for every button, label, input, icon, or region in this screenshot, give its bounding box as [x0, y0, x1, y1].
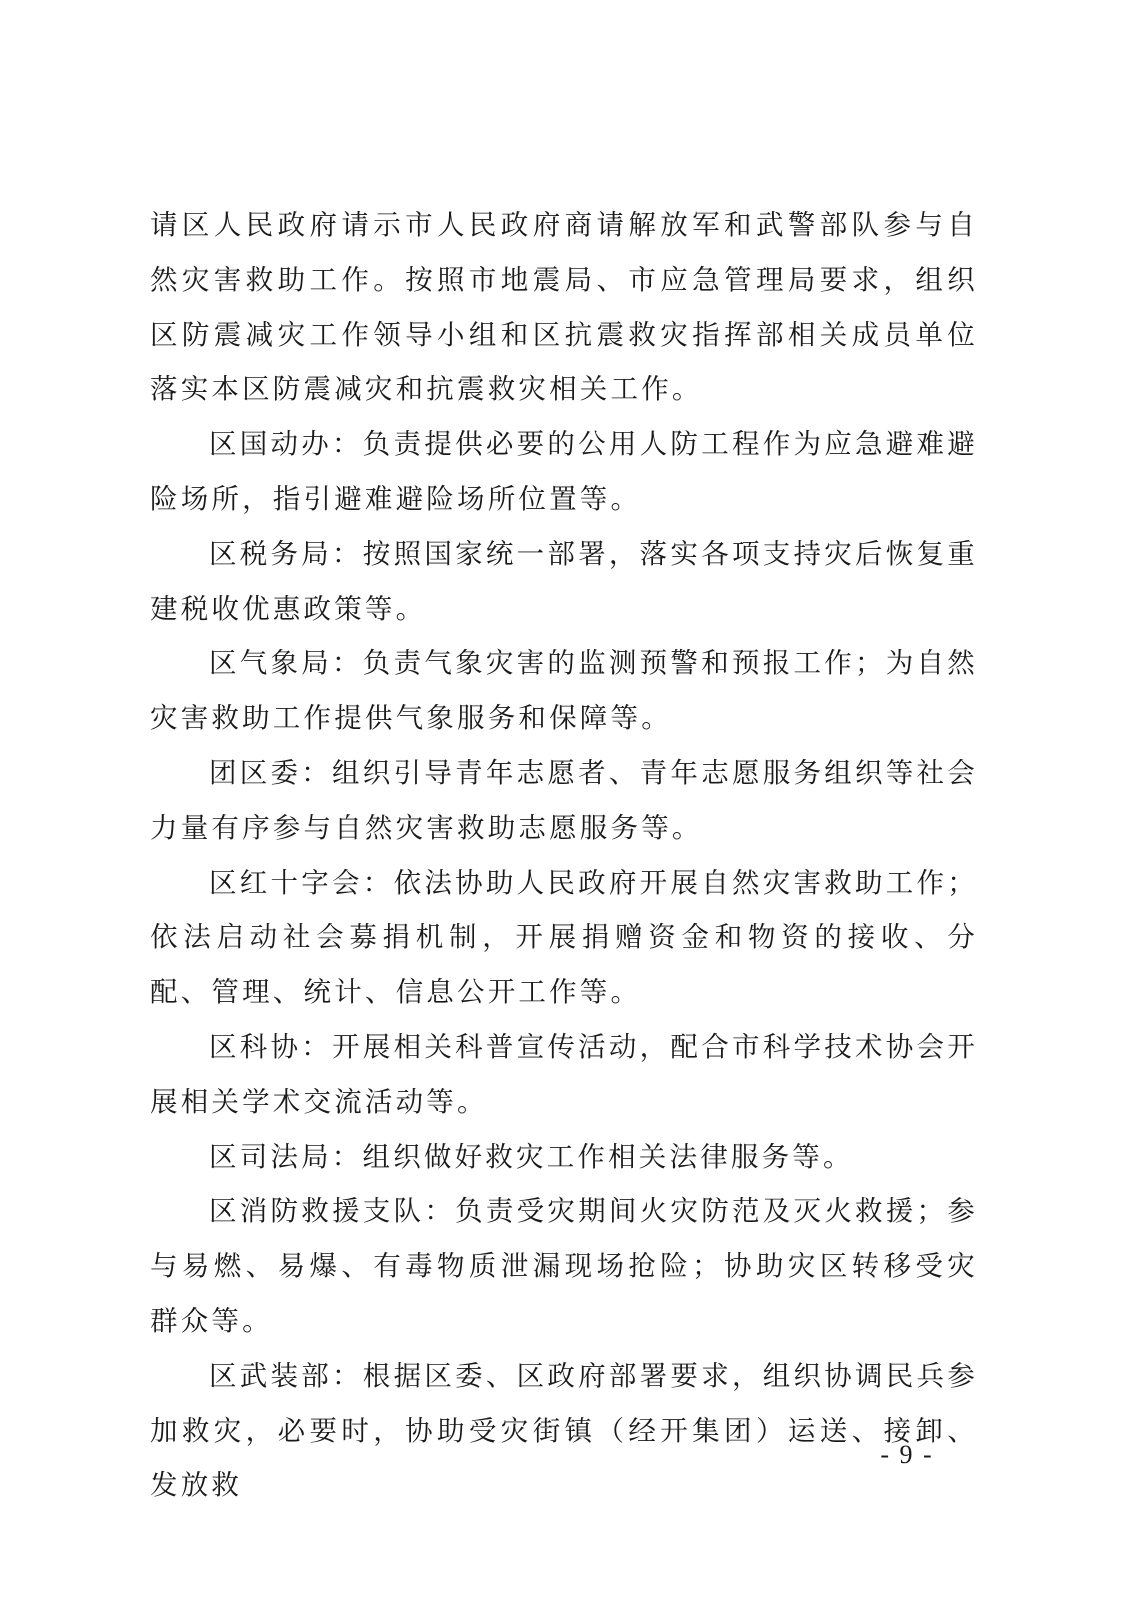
paragraph-justice-bureau: 区司法局：组织做好救灾工作相关法律服务等。 — [209, 1140, 854, 1173]
paragraph-meteorological-bureau: 区气象局：负责气象灾害的监测预警和预报工作；为自然灾害救助工作提供气象服务和保障等。 — [150, 647, 978, 735]
paragraph-guodongban: 区国动办：负责提供必要的公用人防工程作为应急避难避险场所，指引避难避险场所位置等。 — [150, 428, 978, 515]
paragraph-youth-league: 团区委：组织引导青年志愿者、青年志愿服务组织等社会力量有序参与自然灾害救助志愿服务等。 — [150, 756, 978, 844]
paragraph-science-association: 区科协：开展相关科普宣传活动，配合市科学技术协会开展相关学术交流活动等。 — [150, 1030, 978, 1118]
paragraph-continuation: 请区人民政府请示市人民政府商请解放军和武警部队参与自然灾害救助工作。按照市地震局、市应急管理局要求，组织区防震减灾工作领导小组和区抗震救灾指挥部相关成员单位落实本区防震减灾和抗震救灾相关工作。 — [150, 209, 978, 406]
page-number: - 9 - — [880, 1440, 934, 1469]
paragraph-fire-rescue: 区消防救援支队：负责受灾期间火灾防范及灭火救援；参与易燃、易爆、有毒物质泄漏现场抢险；协助灾区转移受灾群众等。 — [150, 1195, 978, 1337]
paragraph-tax-bureau: 区税务局：按照国家统一部署，落实各项支持灾后恢复重建税收优惠政策等。 — [150, 537, 978, 625]
body-text — [150, 198, 978, 1513]
paragraph-armed-forces: 区武装部：根据区委、区政府部署要求，组织协调民兵参加救灾，必要时，协助受灾街镇（经开集团）运送、接卸、发放救 — [150, 1359, 978, 1502]
paragraph-red-cross: 区红十字会：依法协助人民政府开展自然灾害救助工作；依法启动社会募捐机制，开展捐赠资金和物资的接收、分配、管理、统计、信息公开工作等。 — [150, 866, 978, 1009]
